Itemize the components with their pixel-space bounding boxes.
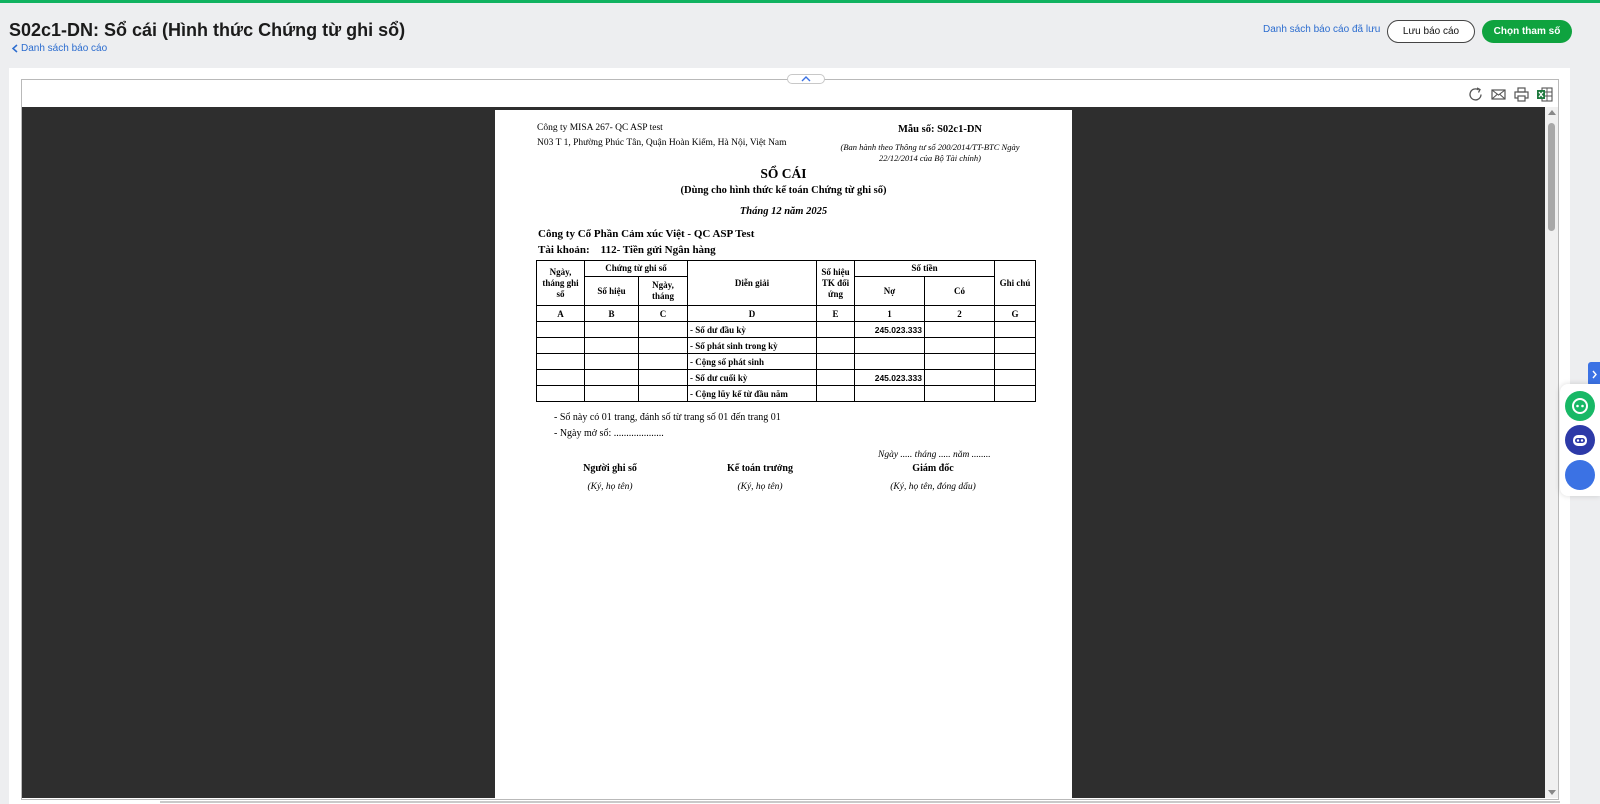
row-debit — [855, 338, 925, 354]
header-voucher-no: Số hiệu — [585, 277, 639, 306]
row-debit: 245.023.333 — [855, 322, 925, 338]
chevron-left-icon — [11, 44, 19, 53]
letter-cell: A — [537, 306, 585, 322]
account-label: Tài khoản: — [538, 244, 590, 256]
letter-cell: 2 — [925, 306, 995, 322]
header-credit: Có — [925, 277, 995, 306]
letter-cell: D — [688, 306, 817, 322]
table-row — [537, 370, 1036, 386]
scroll-thumb[interactable] — [1548, 123, 1555, 231]
header-voucher-group: Chứng từ ghi sổ — [585, 261, 688, 277]
robot-assistant-icon[interactable] — [1565, 425, 1595, 455]
report-period: Tháng 12 năm 2025 — [739, 206, 828, 217]
signature-date-line: Ngày ..... tháng ..... năm ........ — [878, 450, 991, 460]
scroll-up-arrow[interactable] — [1548, 110, 1556, 115]
signature-recorder-note: (Ký, họ tên) — [587, 482, 633, 492]
table-row — [537, 338, 1036, 354]
report-subtitle: (Dùng cho hình thức kế toán Chứng từ ghi sổ) — [680, 185, 887, 196]
note-open-date: - Ngày mở sổ: .................... — [554, 428, 664, 439]
signature-chief-accountant-note: (Ký, họ tên) — [737, 482, 783, 492]
email-icon[interactable] — [1489, 85, 1507, 103]
signature-chief-accountant-title: Kế toán trưởng — [727, 463, 793, 474]
row-credit — [925, 322, 995, 338]
saved-reports-link[interactable]: Danh sách báo cáo đã lưu — [1263, 24, 1381, 35]
chevron-up-icon — [801, 76, 811, 82]
row-credit — [925, 338, 995, 354]
row-debit — [855, 354, 925, 370]
back-link-label: Danh sách báo cáo — [21, 43, 108, 54]
header-contra-account: Số hiệu TK đối ứng — [817, 261, 855, 306]
row-description: - Số phát sinh trong kỳ — [688, 338, 817, 354]
header-voucher-date: Ngày, tháng — [639, 277, 688, 306]
header-description: Diễn giải — [688, 261, 817, 306]
company-address: N03 T 1, Phường Phúc Tân, Quận Hoàn Kiếm, Hà Nội, Việt Nam — [537, 138, 787, 148]
letter-cell: E — [817, 306, 855, 322]
row-description: - Số dư đầu kỳ — [688, 322, 817, 338]
note-pages: - Sổ này có 01 trang, đánh số từ trang số 01 đến trang 01 — [554, 412, 781, 423]
viewer-toolbar — [1466, 85, 1553, 103]
page-title: S02c1-DN: Sổ cái (Hình thức Chứng từ ghi sổ) — [9, 20, 406, 40]
header-date: Ngày, tháng ghi sổ — [537, 261, 585, 306]
row-credit — [925, 370, 995, 386]
signature-director-title: Giám đốc — [912, 463, 954, 474]
excel-icon[interactable] — [1535, 85, 1553, 103]
side-panel-toggle[interactable] — [1588, 362, 1600, 386]
company-name: Công ty MISA 267- QC ASP test — [537, 123, 663, 133]
row-debit — [855, 386, 925, 402]
letter-cell: B — [585, 306, 639, 322]
table-row — [537, 354, 1036, 370]
form-note: (Ban hành theo Thông tư số 200/2014/TT-BTC Ngày 22/12/2014 của Bộ Tài chính) — [840, 142, 1020, 163]
account-line — [538, 244, 716, 256]
organization-name: Công ty Cổ Phần Cảm xúc Việt - QC ASP Test — [538, 228, 755, 240]
table-row — [537, 322, 1036, 338]
row-description: - Cộng số phát sinh — [688, 354, 817, 370]
chevron-right-icon — [1591, 370, 1598, 379]
account-value: 112- Tiền gửi Ngân hàng — [600, 244, 716, 256]
chat-assistant-icon[interactable] — [1565, 391, 1595, 421]
scroll-down-arrow[interactable] — [1548, 790, 1556, 795]
row-credit — [925, 354, 995, 370]
save-report-button[interactable]: Lưu báo cáo — [1387, 20, 1475, 43]
back-to-report-list-link[interactable] — [11, 43, 107, 54]
column-letters-row — [537, 306, 1036, 322]
ledger-table — [536, 260, 1036, 402]
choose-params-button[interactable]: Chọn tham số — [1482, 20, 1572, 43]
table-row — [537, 386, 1036, 402]
signature-director-note: (Ký, họ tên, đóng dấu) — [890, 482, 976, 492]
header-note: Ghi chú — [995, 261, 1036, 306]
top-accent-bar — [0, 0, 1600, 3]
help-bubble-icon[interactable] — [1565, 460, 1595, 490]
print-icon[interactable] — [1512, 85, 1530, 103]
report-title: SỔ CÁI — [760, 166, 807, 181]
header-debit: Nợ — [855, 277, 925, 306]
form-number: Mẫu số: S02c1-DN — [898, 124, 982, 135]
signature-recorder-title: Người ghi sổ — [583, 463, 637, 474]
row-description: - Cộng lũy kế từ đầu năm — [688, 386, 817, 402]
header-amount-group: Số tiền — [855, 261, 995, 277]
letter-cell: G — [995, 306, 1036, 322]
refresh-icon[interactable] — [1466, 85, 1484, 103]
report-page — [495, 110, 1072, 798]
letter-cell: 1 — [855, 306, 925, 322]
letter-cell: C — [639, 306, 688, 322]
vertical-scrollbar[interactable] — [1545, 107, 1558, 798]
row-description: - Số dư cuối kỳ — [688, 370, 817, 386]
row-credit — [925, 386, 995, 402]
collapse-toggle[interactable] — [787, 74, 825, 84]
horizontal-scrollbar[interactable] — [160, 801, 1560, 803]
row-debit: 245.023.333 — [855, 370, 925, 386]
